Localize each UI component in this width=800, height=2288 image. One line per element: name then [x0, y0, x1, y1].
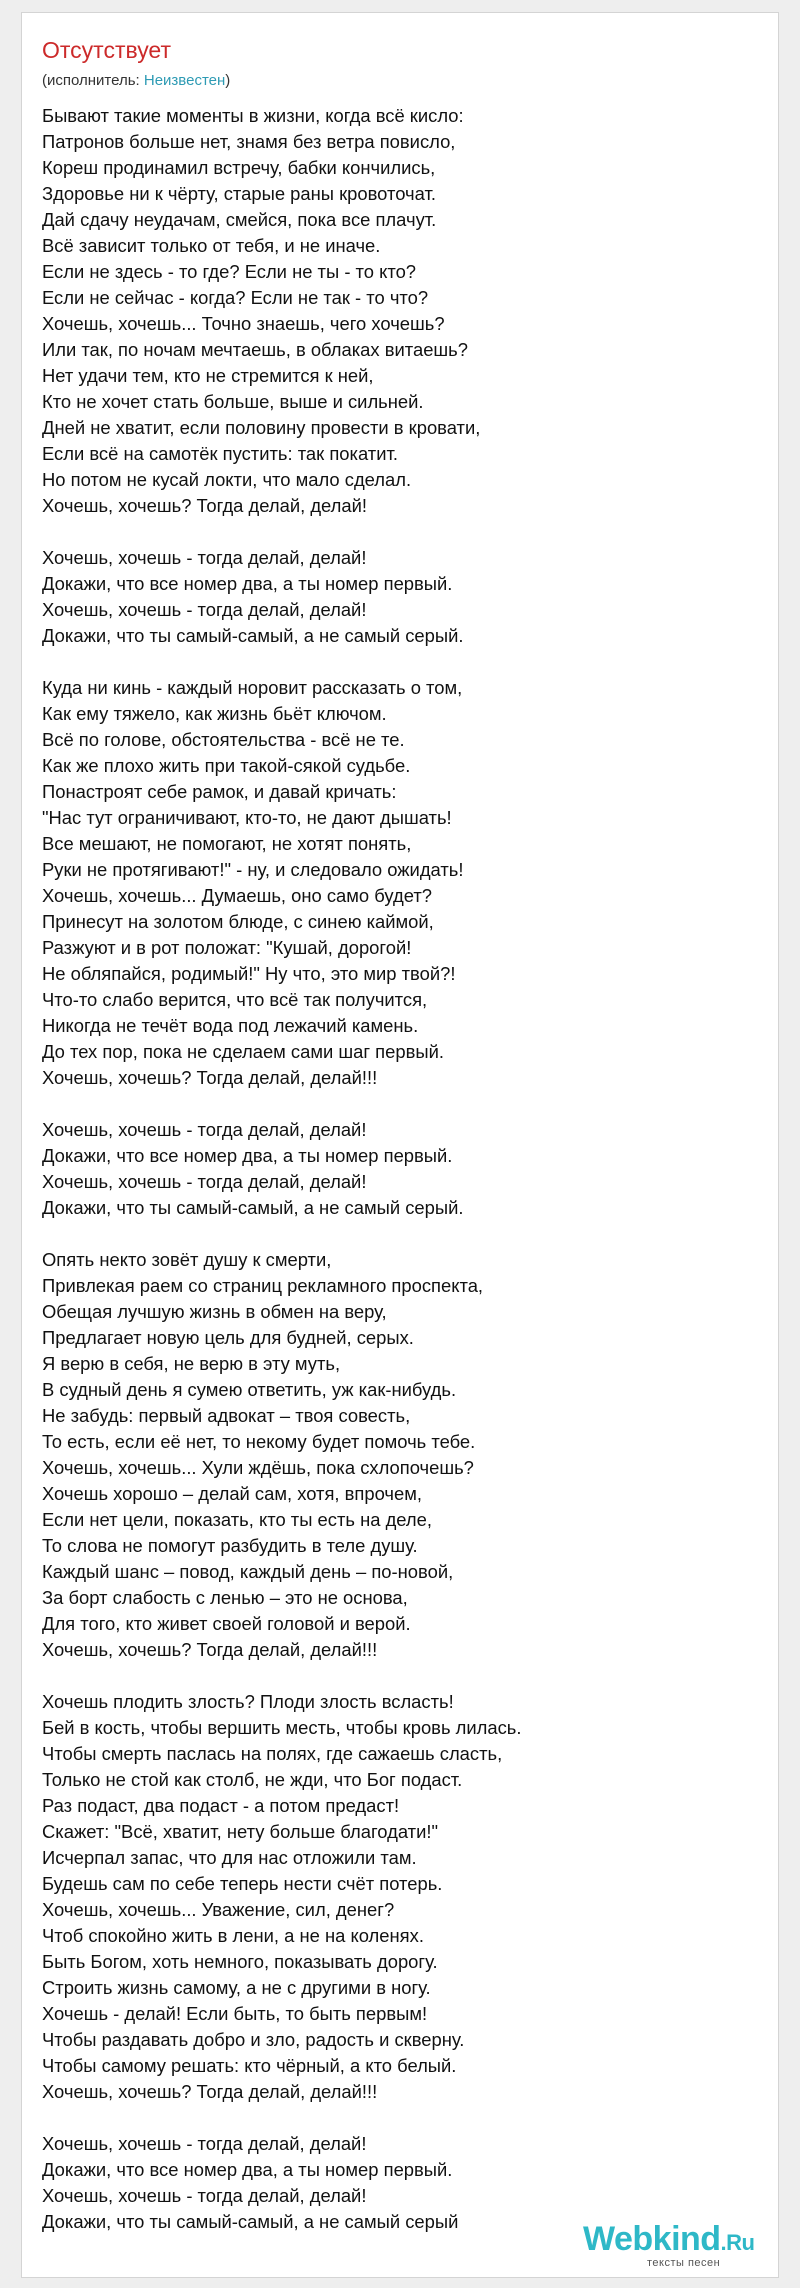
- lyric-line: Я верю в себя, не верю в эту муть,: [42, 1353, 341, 1374]
- lyric-line: Все мешают, не помогают, не хотят понять,: [42, 833, 412, 854]
- lyric-line: Не забудь: первый адвокат – твоя совесть,: [42, 1405, 411, 1426]
- brand-domain: .Ru: [720, 2230, 755, 2255]
- lyric-line: Для того, кто живет своей головой и верой.: [42, 1613, 411, 1634]
- lyric-line: Если всё на самотёк пустить: так покатит.: [42, 443, 398, 464]
- lyric-line: До тех пор, пока не сделаем сами шаг первый.: [42, 1041, 444, 1062]
- lyric-line: Чтоб спокойно жить в лени, а не на коленях.: [42, 1925, 424, 1946]
- lyric-line: Хочешь, хочешь? Тогда делай, делай!!!: [42, 2081, 378, 2102]
- lyric-line: Хочешь плодить злость? Плоди злость всласть!: [42, 1691, 454, 1712]
- artist-suffix: ): [225, 72, 231, 89]
- lyric-line: Здоровье ни к чёрту, старые раны кровоточат.: [42, 183, 436, 204]
- song-title: Отсутствует: [42, 37, 171, 63]
- lyric-line: Патронов больше нет, знамя без ветра повисло,: [42, 131, 456, 152]
- lyric-line: Всё по голове, обстоятельства - всё не те.: [42, 729, 405, 750]
- lyric-line: Хочешь, хочешь? Тогда делай, делай!!!: [42, 1639, 378, 1660]
- lyric-line: Чтобы смерть паслась на полях, где сажаешь сласть,: [42, 1743, 503, 1764]
- lyric-line: То слова не помогут разбудить в теле душу.: [42, 1535, 418, 1556]
- lyric-line: Хочешь, хочешь - тогда делай, делай!: [42, 547, 367, 568]
- lyric-line: Но потом не кусай локти, что мало сделал.: [42, 469, 412, 490]
- lyric-line: Если нет цели, показать, кто ты есть на деле,: [42, 1509, 432, 1530]
- lyric-line: Чтобы самому решать: кто чёрный, а кто белый.: [42, 2055, 457, 2076]
- lyric-line: Если не здесь - то где? Если не ты - то кто?: [42, 261, 417, 282]
- lyric-line: Если не сейчас - когда? Если не так - то что?: [42, 287, 429, 308]
- lyric-line: Опять некто зовёт душу к смерти,: [42, 1249, 332, 1270]
- stanza-gap: [42, 2105, 742, 2131]
- lyric-line: Исчерпал запас, что для нас отложили там.: [42, 1847, 417, 1868]
- brand-main: Webkind: [583, 2220, 721, 2258]
- lyric-line: Докажи, что ты самый-самый, а не самый серый.: [42, 1197, 464, 1218]
- stanza-gap: [42, 1663, 742, 1689]
- lyric-line: Что-то слабо верится, что всё так получится,: [42, 989, 428, 1010]
- lyric-line: Не обляпайся, родимый!" Ну что, это мир твой?!: [42, 963, 456, 984]
- lyric-line: Куда ни кинь - каждый норовит рассказать о том,: [42, 677, 463, 698]
- lyric-line: Чтобы раздавать добро и зло, радость и скверну.: [42, 2029, 465, 2050]
- lyric-line: То есть, если её нет, то некому будет помочь тебе.: [42, 1431, 476, 1452]
- stanza-gap: [42, 1091, 742, 1117]
- lyric-line: Хочешь, хочешь... Хули ждёшь, пока схлопочешь?: [42, 1457, 474, 1478]
- lyrics-body: [42, 103, 742, 2235]
- lyric-line: Кто не хочет стать больше, выше и сильней.: [42, 391, 424, 412]
- artist-prefix: (исполнитель:: [42, 72, 144, 89]
- stanza-gap: [42, 519, 742, 545]
- lyric-line: Предлагает новую цель для будней, серых.: [42, 1327, 414, 1348]
- lyric-line: Докажи, что все номер два, а ты номер первый.: [42, 2159, 453, 2180]
- lyric-line: Хочешь, хочешь - тогда делай, делай!: [42, 1119, 367, 1140]
- lyric-line: Никогда не течёт вода под лежачий камень.: [42, 1015, 419, 1036]
- lyric-line: Понастроят себе рамок, и давай кричать:: [42, 781, 397, 802]
- lyric-line: Разжуют и в рот положат: "Кушай, дорогой!: [42, 937, 412, 958]
- lyric-line: Или так, по ночам мечтаешь, в облаках витаешь?: [42, 339, 468, 360]
- lyric-line: Обещая лучшую жизнь в обмен на веру,: [42, 1301, 387, 1322]
- lyric-line: Хочешь, хочешь? Тогда делай, делай!: [42, 495, 368, 516]
- lyric-line: Хочешь, хочешь... Уважение, сил, денег?: [42, 1899, 395, 1920]
- stanza-gap: [42, 1221, 742, 1247]
- lyric-line: Скажет: "Всё, хватит, нету больше благодати!": [42, 1821, 438, 1842]
- lyric-line: Хочешь, хочешь? Тогда делай, делай!!!: [42, 1067, 378, 1088]
- lyric-line: Будешь сам по себе теперь нести счёт потерь.: [42, 1873, 443, 1894]
- lyric-line: В судный день я сумею ответить, уж как-нибудь.: [42, 1379, 457, 1400]
- brand-name: [583, 2222, 755, 2256]
- lyric-line: Руки не протягивают!" - ну, и следовало ожидать!: [42, 859, 464, 880]
- lyric-line: Дней не хватит, если половину провести в кровати,: [42, 417, 481, 438]
- lyric-line: Кореш продинамил встречу, бабки кончились,: [42, 157, 436, 178]
- lyric-line: Раз подаст, два подаст - а потом предаст!: [42, 1795, 400, 1816]
- lyric-line: Дай сдачу неудачам, смейся, пока все плачут.: [42, 209, 437, 230]
- lyric-line: "Нас тут ограничивают, кто-то, не дают дышать!: [42, 807, 452, 828]
- lyric-line: Принесут на золотом блюде, с синею каймой,: [42, 911, 434, 932]
- artist-line: [42, 73, 230, 88]
- lyric-line: Хочешь хорошо – делай сам, хотя, впрочем,: [42, 1483, 422, 1504]
- lyric-line: Всё зависит только от тебя, и не иначе.: [42, 235, 381, 256]
- lyric-line: Хочешь, хочешь - тогда делай, делай!: [42, 2133, 367, 2154]
- lyric-line: Бей в кость, чтобы вершить месть, чтобы кровь лилась.: [42, 1717, 522, 1738]
- lyric-line: Хочешь, хочешь - тогда делай, делай!: [42, 2185, 367, 2206]
- lyric-line: Бывают такие моменты в жизни, когда всё кисло:: [42, 105, 464, 126]
- lyric-line: Быть Богом, хоть немного, показывать дорогу.: [42, 1951, 438, 1972]
- lyric-line: Докажи, что ты самый-самый, а не самый серый: [42, 2211, 459, 2232]
- lyric-line: Только не стой как столб, не жди, что Бог подаст.: [42, 1769, 463, 1790]
- artist-link[interactable]: Неизвестен: [143, 72, 226, 89]
- brand-tagline: тексты песен: [647, 2257, 721, 2269]
- stanza-gap: [42, 649, 742, 675]
- lyric-line: Хочешь, хочешь... Думаешь, оно само будет?: [42, 885, 432, 906]
- lyric-line: Докажи, что все номер два, а ты номер первый.: [42, 573, 453, 594]
- lyric-line: Как ему тяжело, как жизнь бьёт ключом.: [42, 703, 387, 724]
- lyric-line: Каждый шанс – повод, каждый день – по-новой,: [42, 1561, 454, 1582]
- site-logo[interactable]: [583, 2222, 773, 2272]
- lyric-line: Привлекая раем со страниц рекламного проспекта,: [42, 1275, 484, 1296]
- lyric-line: Нет удачи тем, кто не стремится к ней,: [42, 365, 374, 386]
- lyric-line: Строить жизнь самому, а не с другими в ногу.: [42, 1977, 431, 1998]
- lyric-line: Докажи, что ты самый-самый, а не самый серый.: [42, 625, 464, 646]
- lyric-line: Хочешь, хочешь - тогда делай, делай!: [42, 1171, 367, 1192]
- lyric-line: Хочешь, хочешь - тогда делай, делай!: [42, 599, 367, 620]
- lyric-line: Хочешь, хочешь... Точно знаешь, чего хочешь?: [42, 313, 445, 334]
- lyric-line: За борт слабость с ленью – это не основа,: [42, 1587, 408, 1608]
- lyric-line: Докажи, что все номер два, а ты номер первый.: [42, 1145, 453, 1166]
- lyric-line: Как же плохо жить при такой-сякой судьбе.: [42, 755, 411, 776]
- lyric-line: Хочешь - делай! Если быть, то быть первым!: [42, 2003, 428, 2024]
